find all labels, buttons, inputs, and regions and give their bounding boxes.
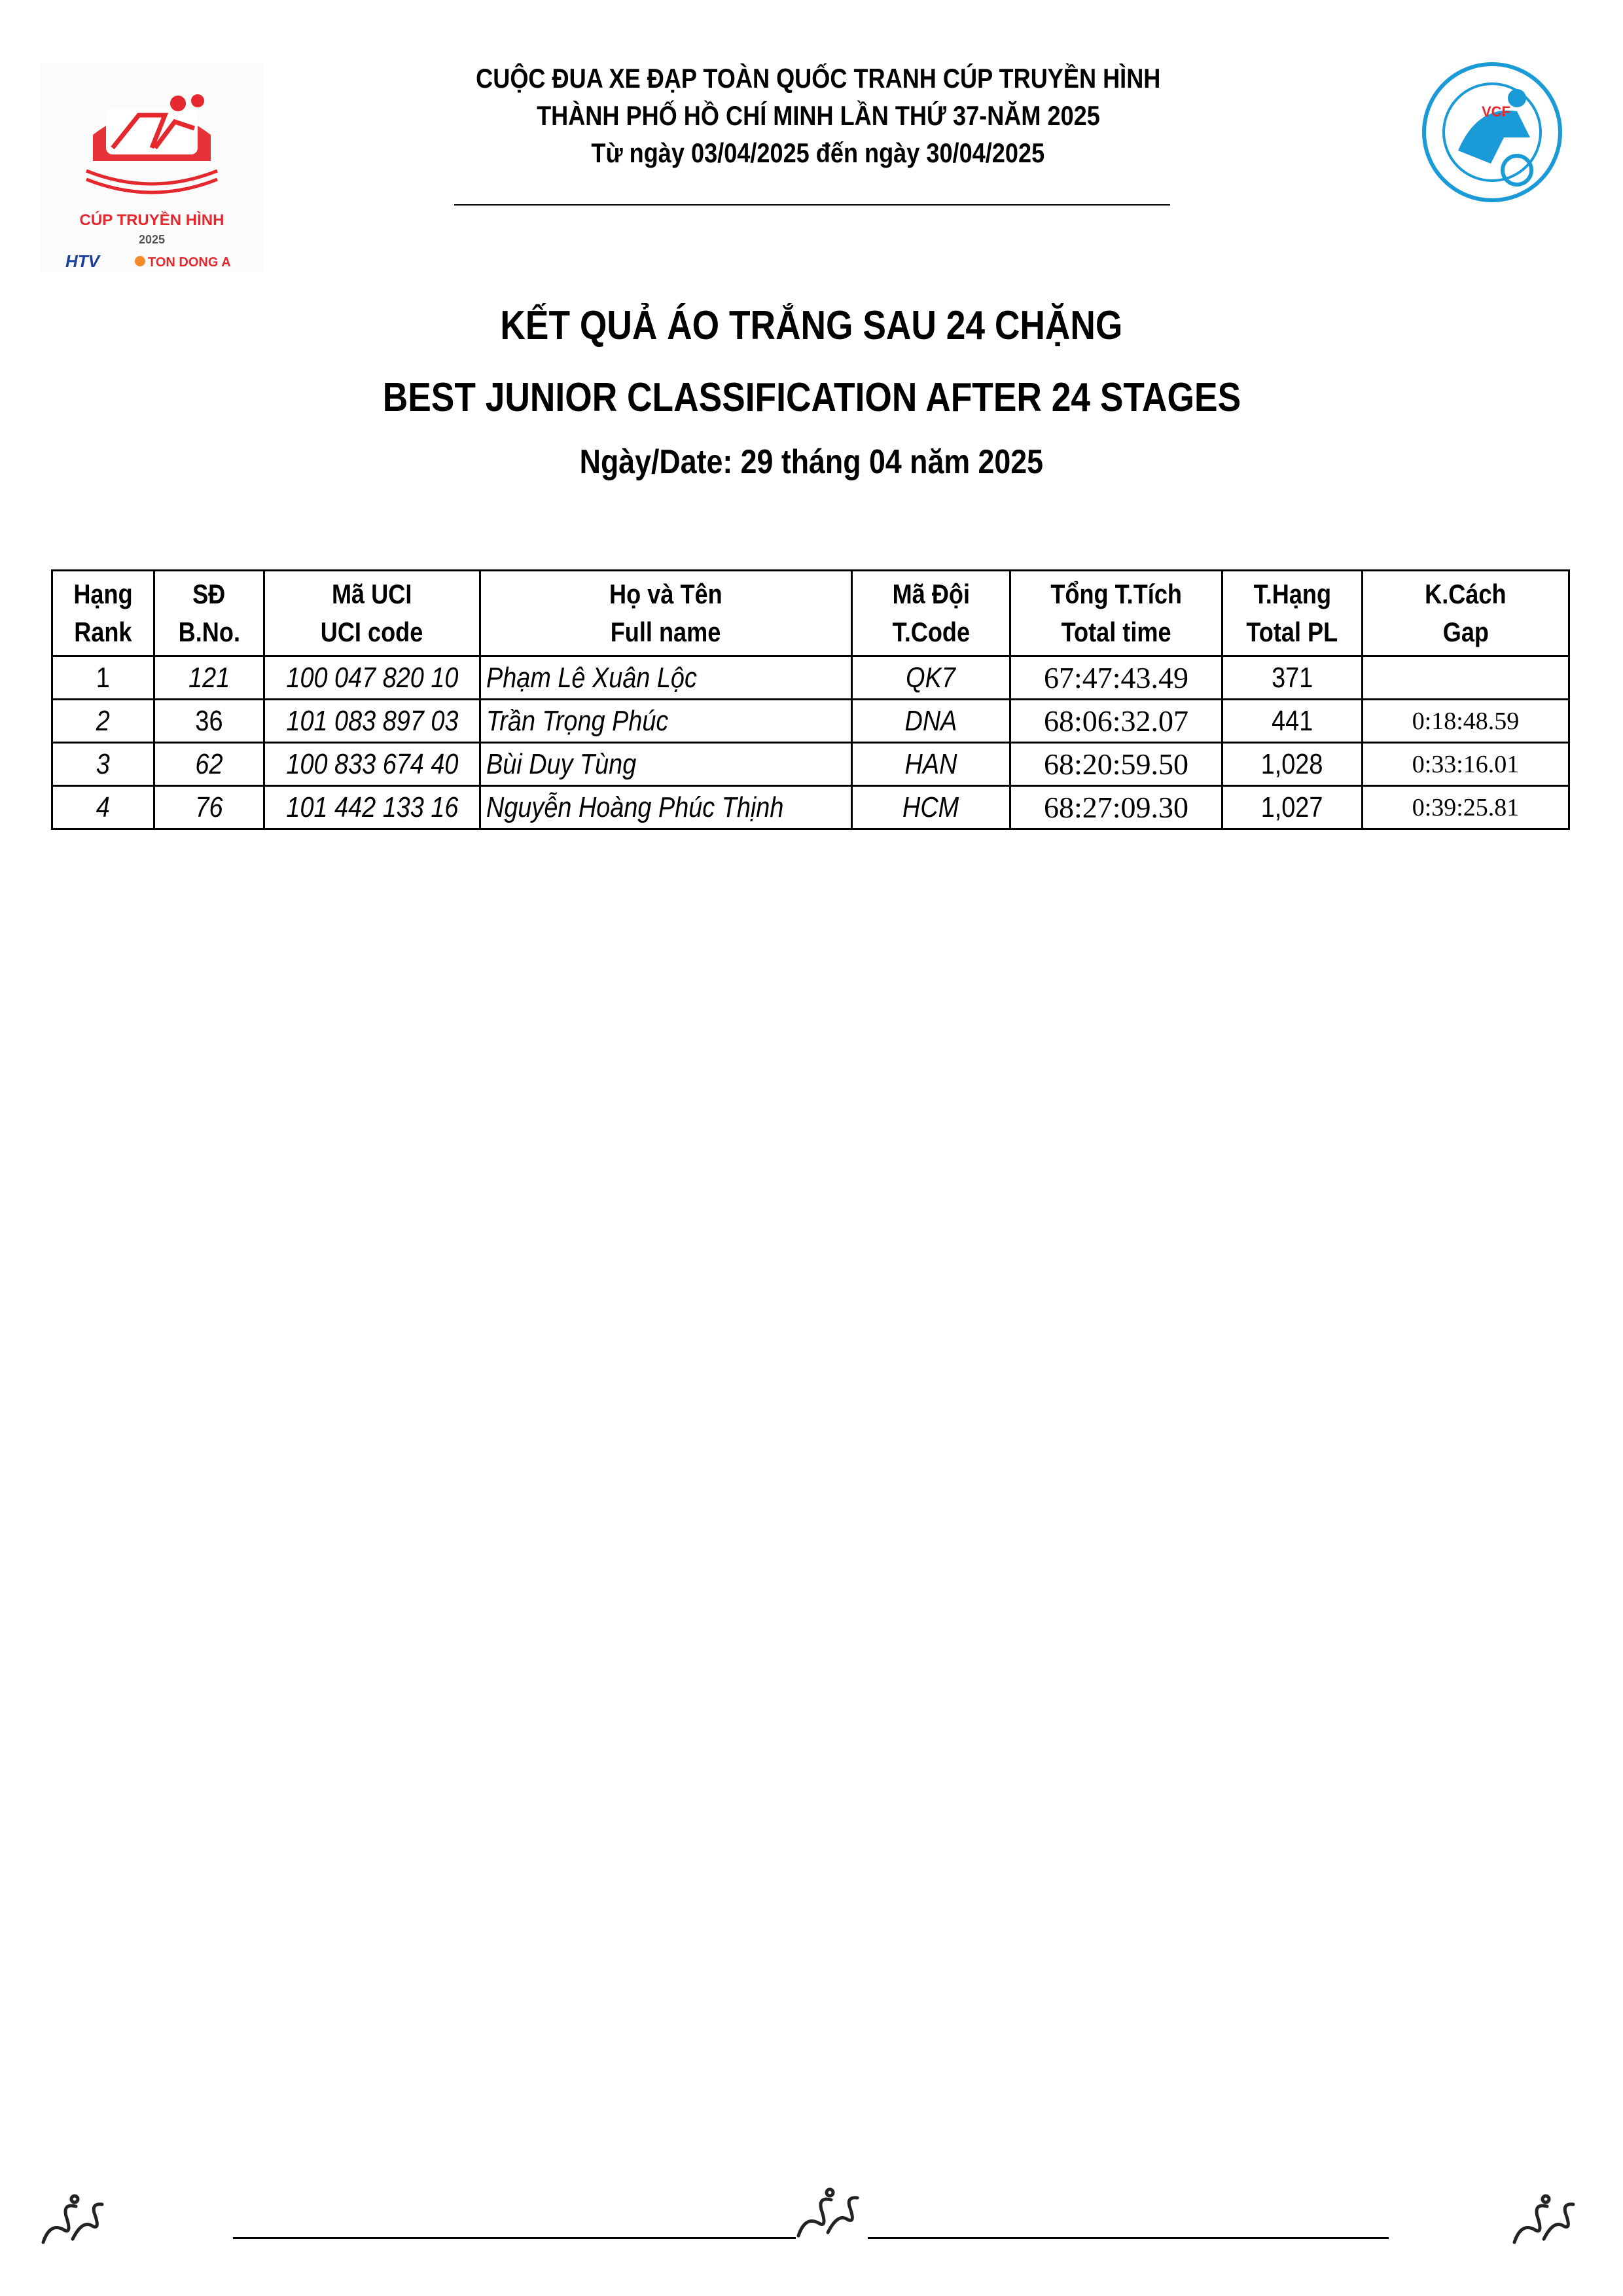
col-header-place: T.Hạng Total PL xyxy=(1222,571,1363,656)
cyclist-signature-mark-icon xyxy=(1508,2190,1580,2249)
cell-team: HCM xyxy=(852,786,1010,829)
title-vietnamese-line xyxy=(0,302,1623,349)
title-english-line xyxy=(0,374,1623,421)
cell-time: 67:47:43.49 xyxy=(1010,656,1222,700)
cell-time: 68:20:59.50 xyxy=(1010,743,1222,786)
title-vietnamese: KẾT QUẢ ÁO TRẮNG SAU 24 CHẶNG xyxy=(500,303,1123,348)
col-header-gap: K.Cách Gap xyxy=(1363,571,1569,656)
event-dates-line xyxy=(353,137,1283,169)
signature-line-right xyxy=(868,2237,1389,2239)
event-edition: THÀNH PHỐ HỒ CHÍ MINH LẦN THỨ 37-NĂM 2025 xyxy=(536,100,1100,131)
cell-place: 1,028 xyxy=(1222,743,1363,786)
col-header-name: Họ và Tên Full name xyxy=(480,571,852,656)
cyclist-signature-mark-icon xyxy=(37,2190,109,2249)
cell-bib: 121 xyxy=(154,656,264,700)
cell-bib: 62 xyxy=(154,743,264,786)
table-row xyxy=(52,656,1569,700)
cell-rank: 3 xyxy=(52,743,154,786)
cell-rank: 4 xyxy=(52,786,154,829)
cell-name: Trần Trọng Phúc xyxy=(480,700,852,743)
cell-gap: 0:33:16.01 xyxy=(1363,743,1569,786)
cell-name: Bùi Duy Tùng xyxy=(480,743,852,786)
header-divider xyxy=(454,204,1170,206)
col-header-uci: Mã UCI UCI code xyxy=(264,571,480,656)
cell-place: 1,027 xyxy=(1222,786,1363,829)
cell-bib: 36 xyxy=(154,700,264,743)
htv-logo: HTV xyxy=(65,251,99,271)
cell-place: 371 xyxy=(1222,656,1363,700)
table-row xyxy=(52,700,1569,743)
results-date: Ngày/Date: 29 tháng 04 năm 2025 xyxy=(579,443,1044,481)
cell-gap xyxy=(1363,656,1569,700)
table-row xyxy=(52,743,1569,786)
cup-truyen-hinh-logo xyxy=(41,63,263,272)
cell-rank: 2 xyxy=(52,700,154,743)
col-header-rank: Hạng Rank xyxy=(52,571,154,656)
logo-year: 2025 xyxy=(138,233,166,246)
signature-line-left xyxy=(233,2237,796,2239)
ton-dong-a-logo: TON DONG A xyxy=(148,255,231,270)
col-header-bib: SĐ B.No. xyxy=(154,571,264,656)
title-english: BEST JUNIOR CLASSIFICATION AFTER 24 STAGES xyxy=(382,375,1241,420)
cell-gap: 0:39:25.81 xyxy=(1363,786,1569,829)
cell-team: HAN xyxy=(852,743,1010,786)
col-header-time: Tổng T.Tích Total time xyxy=(1010,571,1222,656)
cell-time: 68:06:32.07 xyxy=(1010,700,1222,743)
cyclist-signature-mark-icon xyxy=(792,2183,864,2242)
results-table xyxy=(51,569,1570,830)
results-date-line xyxy=(0,442,1623,482)
logo-text: CÚP TRUYỀN HÌNH xyxy=(79,211,224,229)
event-name-line xyxy=(353,63,1283,94)
table-header-row xyxy=(52,571,1569,656)
event-edition-line xyxy=(353,100,1283,132)
cell-team: QK7 xyxy=(852,656,1010,700)
event-name: CUỘC ĐUA XE ĐẠP TOÀN QUỐC TRANH CÚP TRUYỀN HÌNH xyxy=(475,63,1161,94)
cell-team: DNA xyxy=(852,700,1010,743)
cell-uci: 101 083 897 03 xyxy=(264,700,480,743)
table-row xyxy=(52,786,1569,829)
cell-name: Nguyễn Hoàng Phúc Thịnh xyxy=(480,786,852,829)
cell-name: Phạm Lê Xuân Lộc xyxy=(480,656,852,700)
cell-bib: 76 xyxy=(154,786,264,829)
event-dates: Từ ngày 03/04/2025 đến ngày 30/04/2025 xyxy=(591,137,1045,168)
cell-gap: 0:18:48.59 xyxy=(1363,700,1569,743)
vcf-text: VCF xyxy=(1482,103,1510,120)
cell-uci: 100 047 820 10 xyxy=(264,656,480,700)
vcf-federation-logo xyxy=(1419,59,1565,206)
cell-time: 68:27:09.30 xyxy=(1010,786,1222,829)
cell-place: 441 xyxy=(1222,700,1363,743)
cell-uci: 101 442 133 16 xyxy=(264,786,480,829)
cell-uci: 100 833 674 40 xyxy=(264,743,480,786)
col-header-team: Mã Đội T.Code xyxy=(852,571,1010,656)
cell-rank: 1 xyxy=(52,656,154,700)
